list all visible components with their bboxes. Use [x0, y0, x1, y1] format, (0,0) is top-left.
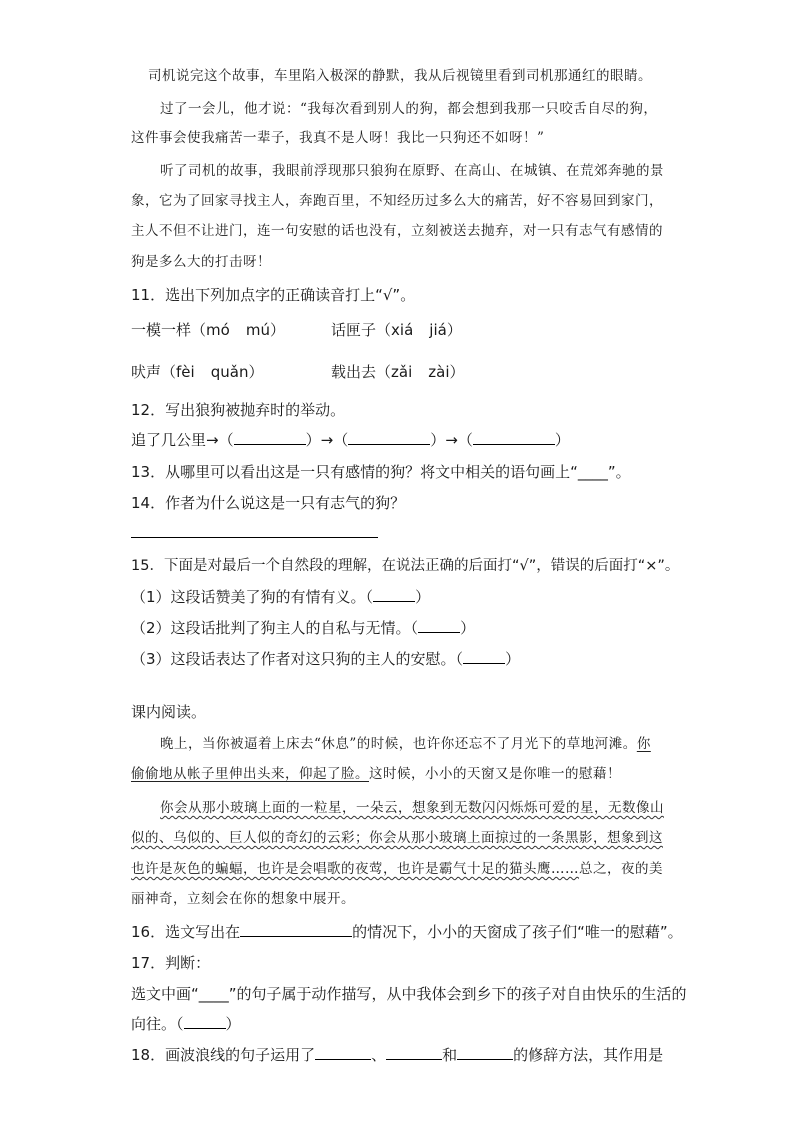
q11-item-3-option-2[interactable]: quǎn: [210, 363, 249, 381]
reading-paragraph-2-line-3: 也许是灰色的蝙蝠，也许是会唱歌的夜莺，也许是霸气十足的猫头鹰……总之，夜的美: [131, 861, 663, 877]
q11-item-2-option-2[interactable]: jiá: [429, 321, 447, 339]
question-12-answer-chain: 追了几公里→（ ）→（ ）→（ ）: [131, 431, 570, 449]
question-16: 16．选文写出在 的情况下，小小的天窗成了孩子们“唯一的慰藉”。: [131, 923, 683, 941]
q11-item-4: 载出去（zǎi zài）: [331, 363, 465, 381]
question-18: 18．画波浪线的句子运用了 、 和 的修辞方法，其作用是: [131, 1046, 664, 1064]
question-17-line-1: 选文中画“____”的句子属于动作描写，从中我体会到乡下的孩子对自由快乐的生活的: [131, 985, 687, 1003]
q11-item-2-word: 话匣子: [331, 321, 377, 339]
reading-paragraph-2-line-1: [160, 798, 664, 818]
q11-item-4-option-1[interactable]: zǎi: [391, 363, 413, 381]
wavy-underlined-sentence: 你会从那小玻璃上面的一粒星，一朵云，想象到无数闪闪烁烁可爱的星，无数像山: [160, 800, 664, 816]
q15-item-2-answer-blank[interactable]: [418, 618, 460, 633]
q11-item-3: 吠声（fèi quǎn）: [131, 363, 264, 381]
straight-underlined-sentence: 你: [636, 736, 651, 752]
q11-item-1-option-2[interactable]: mú: [245, 321, 270, 339]
question-17-stem: 17．判断：: [131, 954, 211, 972]
q11-item-2: 话匣子（xiá jiá）: [331, 321, 462, 339]
wavy-underlined-sentence: 也许是灰色的蝙蝠，也许是会唱歌的夜莺，也许是霸气十足的猫头鹰……: [131, 861, 579, 877]
q12-answer-blank-3[interactable]: [473, 430, 555, 445]
wavy-underlined-sentence: 似的、乌似的、巨人似的奇幻的云彩；你会从那小玻璃上面掠过的一条黑影，想象到这: [131, 830, 663, 846]
question-12-stem: 12．写出狼狗被抛弃时的举动。: [131, 401, 346, 419]
q11-item-4-option-2[interactable]: zài: [428, 363, 450, 381]
q11-item-4-word: 载出去: [331, 363, 377, 381]
q18-answer-blank-1[interactable]: [315, 1045, 371, 1060]
q14-answer-line[interactable]: [131, 537, 378, 538]
q16-answer-blank[interactable]: [240, 922, 352, 937]
q15-item-2: （2）这段话批判了狗主人的自私与无情。（ ）: [131, 619, 476, 637]
passage-paragraph-3-line-2: 象，它为了回家寻找主人，奔跑百里，不知经历过多么大的痛苦，好不容易回到家门，: [131, 193, 663, 209]
q11-item-2-option-1[interactable]: xiá: [391, 321, 414, 339]
passage-paragraph-3-line-4: 狗是多么大的打击呀！: [131, 254, 271, 270]
reading-paragraph-1-line-1: 晚上，当你被逼着上床去“休息”的时候，也许你还忘不了月光下的草地河滩。你: [160, 736, 651, 752]
passage-paragraph-3-line-3: 主人不但不让进门，连一句安慰的话也没有，立刻被送去抛弃，对一只有志气有感情的: [131, 223, 663, 239]
question-15-stem: 15．下面是对最后一个自然段的理解，在说法正确的后面打“√”，错误的后面打“×”。: [131, 558, 680, 574]
question-11-stem: 11．选出下列加点字的正确读音打上“√”。: [131, 286, 416, 304]
q11-item-1: 一模一样（mó mú）: [131, 321, 285, 339]
q18-answer-blank-2[interactable]: [386, 1045, 442, 1060]
question-13-stem: 13．从哪里可以看出这是一只有感情的狗？将文中相关的语句画上“____”。: [131, 463, 631, 481]
passage-paragraph-3-line-1: 听了司机的故事，我眼前浮现那只狼狗在原野、在高山、在城镇、在荒郊奔驰的景: [160, 163, 664, 179]
reading-paragraph-2-line-2: [131, 828, 663, 848]
q12-answer-blank-2[interactable]: [348, 430, 430, 445]
question-17-line-2: 向往。（ ）: [131, 1015, 241, 1033]
q11-item-1-word: 一模一样: [131, 321, 192, 339]
q18-answer-blank-3[interactable]: [457, 1045, 513, 1060]
q12-prefix: 追了几公里: [131, 431, 207, 449]
straight-underlined-sentence: 偷偷地从帐子里伸出头来，仰起了脸。: [131, 766, 369, 782]
passage-paragraph-2-line-1: 过了一会儿，他才说：“我每次看到别人的狗，都会想到我那一只咬舌自尽的狗，: [160, 101, 658, 117]
passage-paragraph-1: 司机说完这个故事，车里陷入极深的静默，我从后视镜里看到司机那通红的眼睛。: [148, 68, 652, 84]
q15-item-1: （1）这段话赞美了狗的有情有义。（ ）: [131, 588, 431, 606]
q12-answer-blank-1[interactable]: [234, 430, 306, 445]
q11-item-1-option-1[interactable]: mó: [206, 321, 230, 339]
section-title-reading: 课内阅读。: [131, 703, 207, 721]
reading-paragraph-1-line-2: 偷偷地从帐子里伸出头来，仰起了脸。这时候，小小的天窗又是你唯一的慰藉！: [131, 766, 621, 782]
reading-paragraph-2-line-4: 丽神奇，立刻会在你的想象中展开。: [131, 891, 355, 907]
arrow-icon: →: [320, 431, 334, 449]
arrow-icon: →: [206, 431, 219, 449]
passage-paragraph-2-line-2: 这件事会使我痛苦一辈子，我真不是人呀！我比一只狗还不如呀！”: [131, 130, 545, 146]
arrow-icon: →: [445, 431, 458, 449]
q17-answer-blank[interactable]: [184, 1014, 226, 1029]
q15-item-3: （3）这段话表达了作者对这只狗的主人的安慰。（ ）: [131, 650, 521, 668]
q15-item-3-answer-blank[interactable]: [463, 649, 505, 664]
question-14-stem: 14．作者为什么说这是一只有志气的狗？: [131, 494, 406, 512]
q15-item-1-answer-blank[interactable]: [373, 587, 415, 602]
q11-item-3-option-1[interactable]: fèi: [176, 363, 195, 381]
q11-item-3-word: 吠声: [131, 363, 162, 381]
